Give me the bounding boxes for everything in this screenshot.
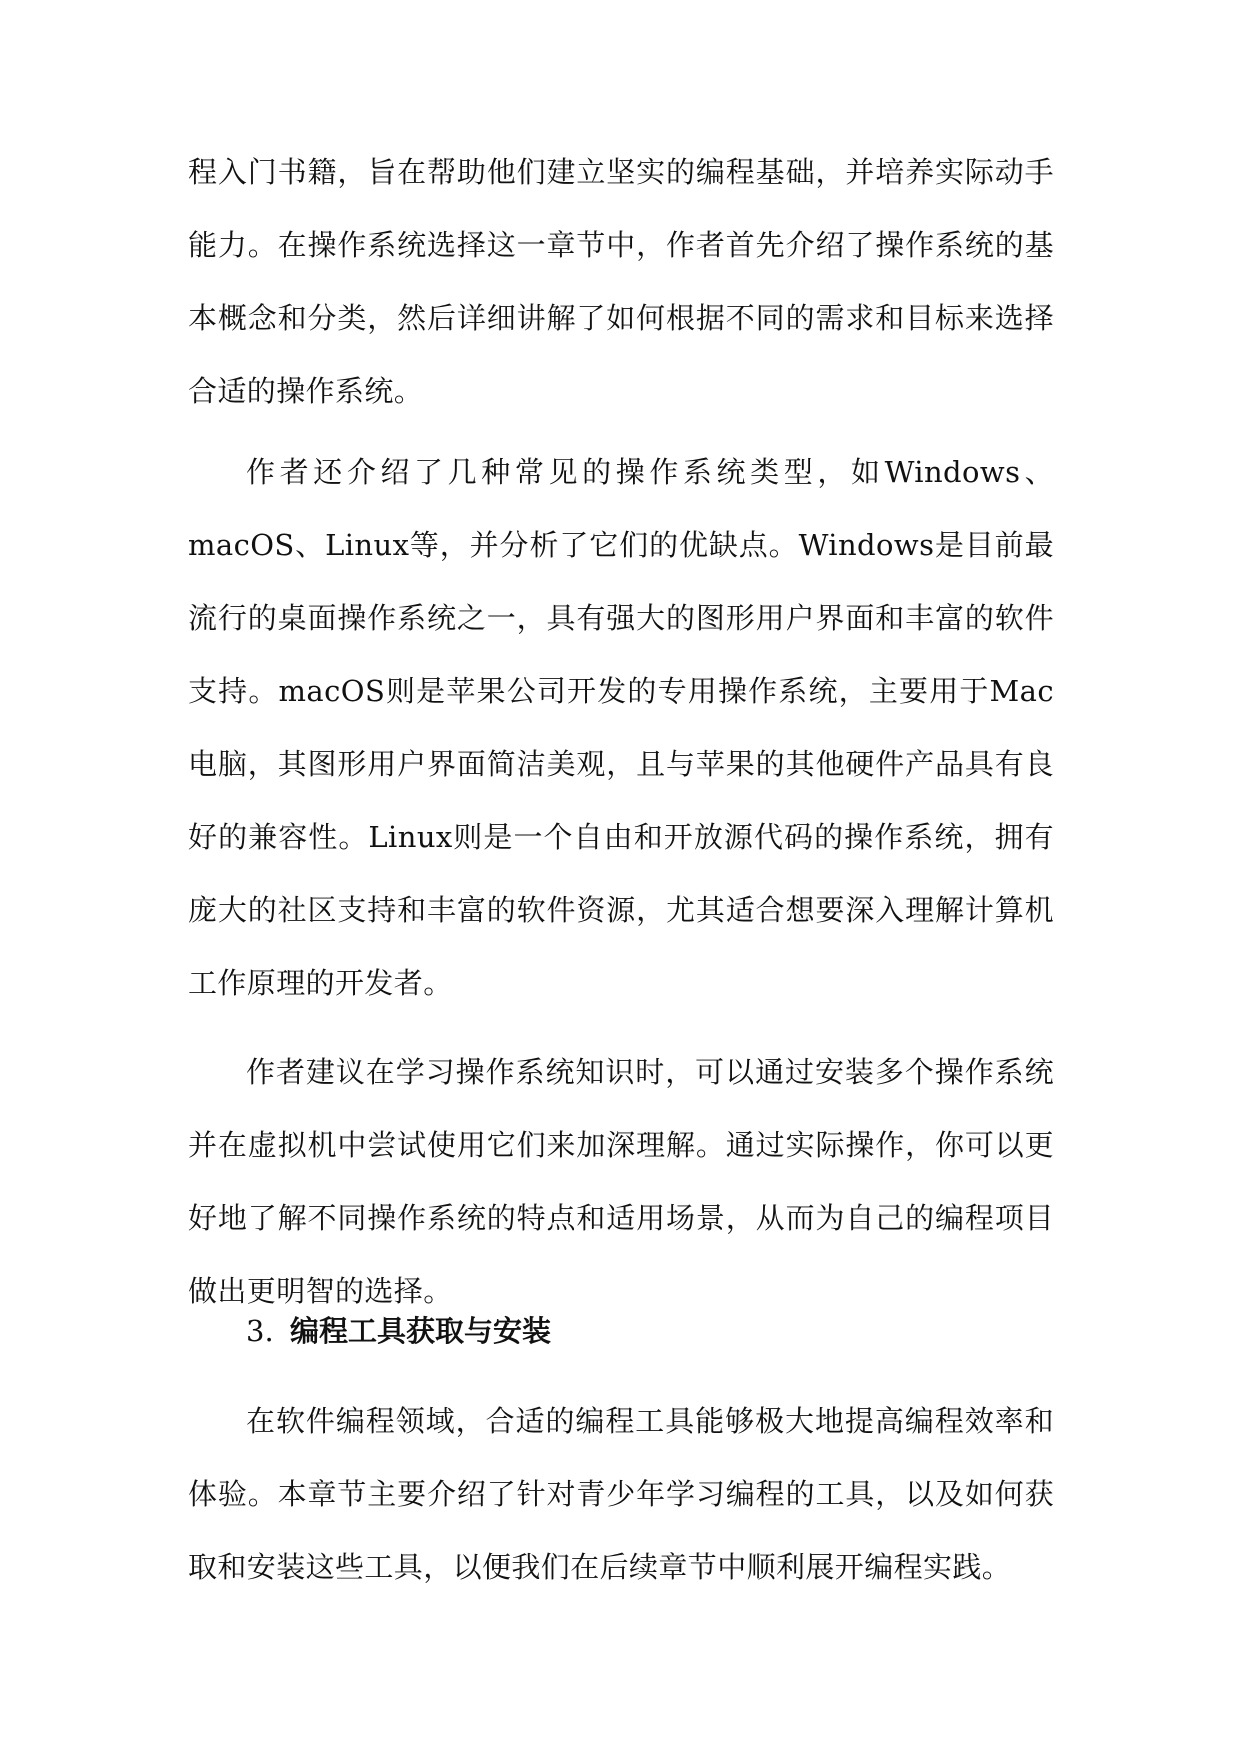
section-number: 3.: [246, 1314, 274, 1348]
paragraph-3: 作者建议在学习操作系统知识时，可以通过安装多个操作系统并在虚拟机中尝试使用它们来加深理解。通过实际操作，你可以更好地了解不同操作系统的特点和适用场景，从而为自己的编程项目做出更明智的选择。: [188, 1055, 1054, 1308]
section-title: 编程工具获取与安装: [290, 1314, 552, 1348]
paragraph-4: 在软件编程领域，合适的编程工具能够极大地提高编程效率和体验。本章节主要介绍了针对青少年学习编程的工具，以及如何获取和安装这些工具，以便我们在后续章节中顺利展开编程实践。: [188, 1404, 1054, 1584]
paragraph-1: 程入门书籍，旨在帮助他们建立坚实的编程基础，并培养实际动手能力。在操作系统选择这一章节中，作者首先介绍了操作系统的基本概念和分类，然后详细讲解了如何根据不同的需求和目标来选择合适的操作系统。: [188, 155, 1054, 408]
paragraph-2: 作者还介绍了几种常见的操作系统类型，如Windows、macOS、Linux等，并分析了它们的优缺点。Windows是目前最流行的桌面操作系统之一，具有强大的图形用户界面和丰富的软件支持。macOS则是苹果公司开发的专用操作系统，主要用于Mac电脑，其图形用户界面简洁美观，且与苹果的其他硬件产品具有良好的兼容性。Linux则是一个自由和开放源代码的操作系统，拥有庞大的社区支持和丰富的软件资源，尤其适合想要深入理解计算机工作原理的开发者。: [188, 455, 1054, 1000]
section-heading: [246, 1306, 551, 1356]
